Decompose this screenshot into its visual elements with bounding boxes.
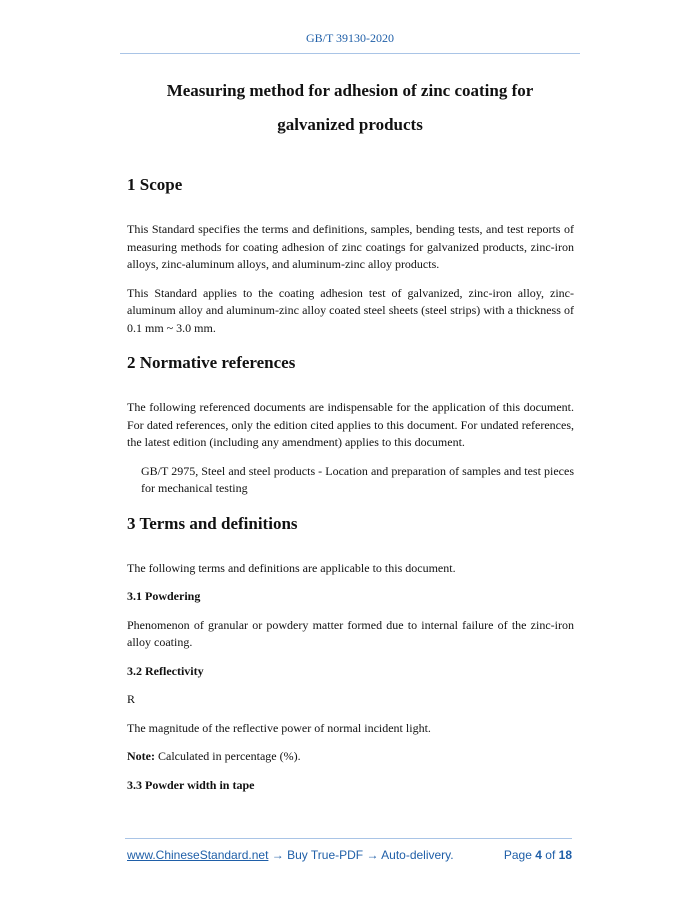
term-3-2-note (127, 748, 574, 766)
term-3-1-heading: 3.1 Powdering (127, 589, 201, 603)
terms-intro: The following terms and definitions are applicable to this document. (127, 560, 456, 575)
arrow-right-icon: → (363, 848, 382, 862)
term-3-2-definition: The magnitude of the reflective power of normal incident light. (127, 720, 431, 735)
scope-paragraph-2: This Standard applies to the coating adhesion test of galvanized, zinc-iron alloy, zinc-aluminum alloy and aluminum-zinc alloy coated steel sheets (steel strips) with a thickness of 0.1 mm ~ 3.0 mm. (127, 285, 574, 335)
page-of: of (545, 848, 556, 862)
page-indicator (504, 848, 572, 862)
normative-reference-1: GB/T 2975, Steel and steel products - Location and preparation of samples and test pieces for mechanical testing (141, 463, 574, 495)
document-body (127, 170, 574, 805)
page-total: 18 (558, 848, 572, 862)
term-3-1-definition: Phenomenon of granular or powdery matter formed due to internal failure of the zinc-iron alloy coating. (127, 617, 574, 649)
title-line-2: galvanized products (277, 115, 423, 134)
footer-divider (125, 838, 572, 839)
normative-paragraph: The following referenced documents are indispensable for the application of this document. For dated references, only the edition cited applies to this document. For undated references, the latest edition (including any amendment) applies to this document. (127, 400, 574, 449)
note-label: Note: (127, 749, 155, 763)
footer-promo (127, 848, 454, 862)
term-3-2-symbol: R (127, 692, 136, 706)
scope-paragraph-1: This Standard specifies the terms and definitions, samples, bending tests, and test reports of measuring methods for coating adhesion of zinc coatings for galvanized products, zinc-iron alloys, zinc-aluminum alloys, and aluminum-zinc alloy products. (127, 222, 574, 271)
section-2-heading: 2 Normative references (127, 353, 296, 372)
document-title (100, 74, 600, 142)
section-3-heading: 3 Terms and definitions (127, 513, 298, 533)
note-text: Calculated in percentage (%). (157, 749, 301, 763)
standard-code-header: GB/T 39130-2020 (305, 31, 395, 45)
website-link[interactable]: www.ChineseStandard.net (127, 848, 269, 862)
term-3-3-heading: 3.3 Powder width in tape (127, 777, 255, 792)
header-divider (120, 53, 580, 54)
section-1-heading: 1 Scope (127, 175, 183, 194)
page-current: 4 (535, 848, 542, 862)
term-3-2-heading: 3.2 Reflectivity (127, 663, 204, 678)
auto-delivery-text: Auto-delivery. (381, 848, 454, 862)
buy-pdf-text: Buy True-PDF (287, 848, 364, 862)
title-line-1: Measuring method for adhesion of zinc coating for (166, 81, 534, 100)
arrow-right-icon: → (268, 848, 288, 862)
page-label: Page (503, 848, 532, 862)
